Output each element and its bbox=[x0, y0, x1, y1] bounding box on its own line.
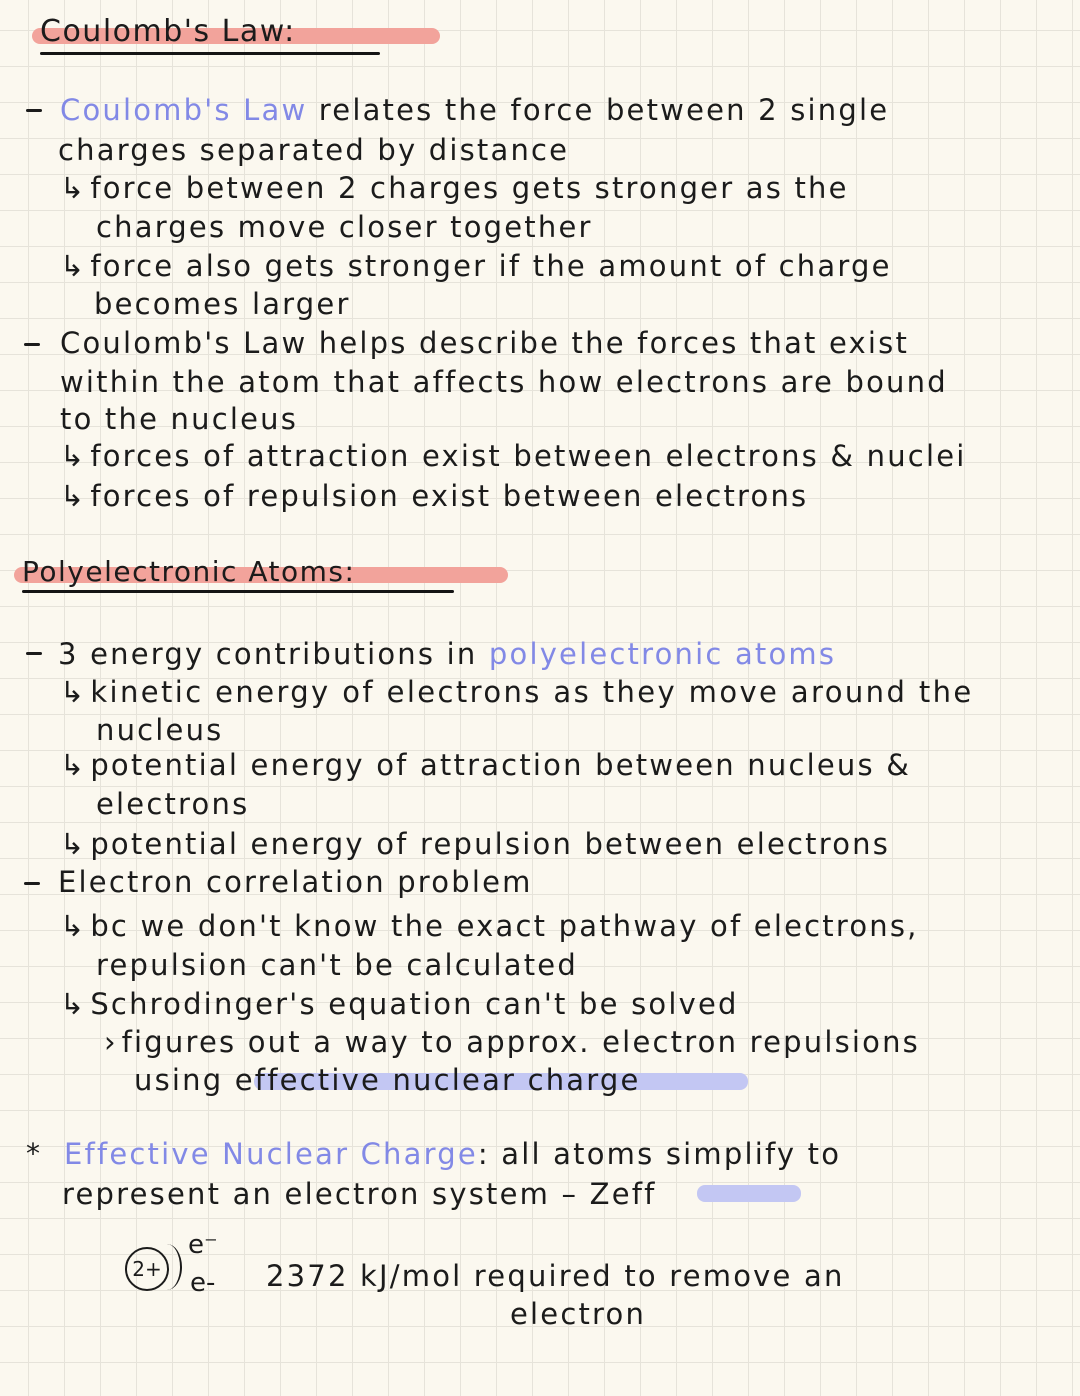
sub-sub-bullet-line bbox=[134, 1060, 641, 1100]
heading-underline bbox=[40, 52, 380, 55]
text: potential energy of attraction between nucleus & bbox=[90, 748, 912, 782]
bullet-line: within the atom that affects how electrons are bound bbox=[60, 365, 948, 399]
text: using bbox=[134, 1063, 224, 1097]
definition-line bbox=[62, 1174, 657, 1214]
bullet-line: to the nucleus bbox=[60, 402, 299, 436]
sub-bullet bbox=[60, 246, 892, 286]
sub-bullet-line: becomes larger bbox=[94, 287, 351, 321]
sub-bullet bbox=[60, 476, 808, 516]
text: force between 2 charges gets stronger as the bbox=[90, 171, 849, 205]
sub-bullet bbox=[60, 984, 739, 1024]
curved-arrow-icon: ↳ bbox=[60, 439, 85, 473]
text: figures out a way to approx. electron repulsions bbox=[121, 1025, 920, 1059]
sub-bullet-line: repulsion can't be calculated bbox=[96, 948, 578, 982]
term-effective-nuclear-charge-title: Effective Nuclear Charge bbox=[64, 1137, 478, 1171]
text: forces of attraction exist between electrons & nuclei bbox=[90, 439, 967, 473]
curved-arrow-icon: ↳ bbox=[60, 675, 85, 709]
heading-polyelectronic-atoms: Polyelectronic Atoms: bbox=[22, 555, 356, 588]
curved-arrow-icon: ↳ bbox=[60, 748, 85, 782]
curved-arrow-icon: ↳ bbox=[60, 479, 85, 513]
heading-underline bbox=[22, 590, 454, 593]
sub-bullet bbox=[60, 906, 919, 946]
sub-bullet bbox=[60, 436, 967, 476]
bullet-line: charges separated by distance bbox=[58, 133, 570, 167]
text: potential energy of repulsion between electrons bbox=[90, 827, 891, 861]
curved-arrow-icon: ↳ bbox=[60, 987, 85, 1021]
sub-bullet bbox=[60, 168, 849, 208]
sub-bullet-line: charges move closer together bbox=[96, 210, 593, 244]
electron-label: e⁻ bbox=[188, 1230, 218, 1260]
nucleus: 2+ bbox=[125, 1247, 169, 1291]
text: : all atoms simplify to bbox=[477, 1137, 842, 1171]
bullet-line: Coulomb's Law helps describe the forces that exist bbox=[60, 326, 910, 360]
text: Schrodinger's equation can't be solved bbox=[90, 987, 739, 1021]
sub-bullet-line: electrons bbox=[96, 787, 250, 821]
bullet-dash bbox=[26, 109, 42, 112]
zeff-highlight bbox=[697, 1185, 801, 1202]
sub-sub-bullet bbox=[104, 1022, 920, 1062]
ionization-note: 2372 kJ/mol required to remove an bbox=[266, 1259, 845, 1293]
text: represent an electron system – bbox=[62, 1177, 579, 1211]
bullet-line bbox=[58, 634, 836, 674]
text: kinetic energy of electrons as they move around the bbox=[90, 675, 974, 709]
text: 3 energy contributions in bbox=[58, 637, 478, 671]
bullet-line bbox=[60, 90, 889, 130]
term-coulombs-law: Coulomb's Law bbox=[60, 93, 308, 127]
electron-label: e- bbox=[190, 1268, 216, 1298]
star-bullet: * bbox=[26, 1137, 43, 1170]
sub-bullet-line: nucleus bbox=[96, 713, 224, 747]
curved-arrow-icon: ↳ bbox=[60, 909, 85, 943]
chevron-right-icon: › bbox=[104, 1025, 116, 1059]
text: bc we don't know the exact pathway of electrons, bbox=[90, 909, 919, 943]
term-polyelectronic-atoms: polyelectronic atoms bbox=[488, 637, 837, 671]
sub-bullet bbox=[60, 824, 890, 864]
zeff-symbol: Zeff bbox=[589, 1177, 657, 1211]
bullet-line: Electron correlation problem bbox=[58, 865, 533, 899]
curved-arrow-icon: ↳ bbox=[60, 249, 85, 283]
bullet-dash bbox=[24, 882, 40, 885]
heading-coulombs-law: Coulomb's Law: bbox=[40, 14, 296, 49]
text: force also gets stronger if the amount of charge bbox=[90, 249, 892, 283]
curved-arrow-icon: ↳ bbox=[60, 171, 85, 205]
curved-arrow-icon: ↳ bbox=[60, 827, 85, 861]
term-effective-nuclear-charge: effective nuclear charge bbox=[234, 1063, 641, 1097]
bullet-dash bbox=[24, 343, 40, 346]
sub-bullet bbox=[60, 745, 911, 785]
text: relates the force between 2 single bbox=[318, 93, 890, 127]
sub-bullet bbox=[60, 672, 974, 712]
text: forces of repulsion exist between electrons bbox=[90, 479, 809, 513]
bullet-dash bbox=[26, 652, 42, 655]
definition-line bbox=[64, 1134, 841, 1174]
ionization-note: electron bbox=[510, 1297, 647, 1331]
